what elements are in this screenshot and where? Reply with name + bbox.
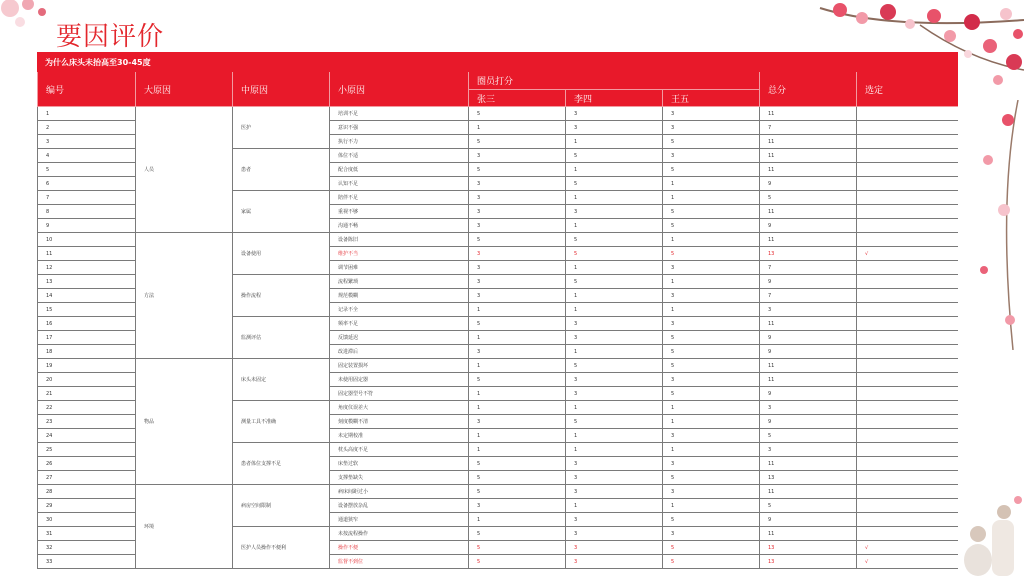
decor-blossoms-top-left bbox=[0, 0, 60, 40]
cell-score-member-1: 3 bbox=[469, 149, 566, 163]
cell-selected bbox=[857, 443, 959, 457]
cell-score-member-1: 1 bbox=[469, 401, 566, 415]
header-middle-cause: 中原因 bbox=[233, 72, 330, 107]
cell-score-member-2: 3 bbox=[566, 471, 663, 485]
cell-total: 7 bbox=[760, 289, 857, 303]
cell-score-member-1: 5 bbox=[469, 233, 566, 247]
cell-score-member-3: 5 bbox=[663, 387, 760, 401]
cell-score-member-1: 5 bbox=[469, 317, 566, 331]
cell-minor-cause: 支撑垫缺失 bbox=[330, 471, 469, 485]
cell-selected bbox=[857, 205, 959, 219]
cell-score-member-2: 1 bbox=[566, 401, 663, 415]
cell-score-member-1: 5 bbox=[469, 555, 566, 569]
cell-middle-cause: 操作流程 bbox=[233, 275, 330, 317]
header-member-1: 张三 bbox=[469, 90, 566, 107]
cell-score-member-3: 5 bbox=[663, 205, 760, 219]
cell-score-member-1: 3 bbox=[469, 191, 566, 205]
cell-minor-cause: 角度仪误差大 bbox=[330, 401, 469, 415]
cell-score-member-3: 3 bbox=[663, 317, 760, 331]
cell-score-member-2: 3 bbox=[566, 485, 663, 499]
cell-total: 5 bbox=[760, 499, 857, 513]
cell-score-member-1: 1 bbox=[469, 443, 566, 457]
cell-total: 11 bbox=[760, 163, 857, 177]
cell-minor-cause: 体位不适 bbox=[330, 149, 469, 163]
cell-total: 7 bbox=[760, 121, 857, 135]
cell-score-member-1: 3 bbox=[469, 247, 566, 261]
cell-score-member-2: 5 bbox=[566, 415, 663, 429]
table-row bbox=[38, 107, 959, 121]
cell-total: 9 bbox=[760, 415, 857, 429]
cell-score-member-3: 3 bbox=[663, 149, 760, 163]
table-caption: 为什么床头未抬高至30-45度 bbox=[38, 53, 959, 72]
cell-total: 13 bbox=[760, 471, 857, 485]
cell-selected bbox=[857, 261, 959, 275]
cell-minor-cause: 记录不全 bbox=[330, 303, 469, 317]
cell-score-member-2: 3 bbox=[566, 457, 663, 471]
cell-score-member-3: 1 bbox=[663, 415, 760, 429]
header-minor-cause: 小原因 bbox=[330, 72, 469, 107]
cell-score-member-3: 5 bbox=[663, 163, 760, 177]
cell-total: 11 bbox=[760, 527, 857, 541]
cell-score-member-1: 3 bbox=[469, 415, 566, 429]
cell-minor-cause: 固定器型号不符 bbox=[330, 387, 469, 401]
cell-total: 9 bbox=[760, 275, 857, 289]
cell-middle-cause: 医护人员操作不便利 bbox=[233, 527, 330, 569]
cell-score-member-1: 1 bbox=[469, 331, 566, 345]
cell-id: 33 bbox=[38, 555, 136, 569]
cell-minor-cause: 通道狭窄 bbox=[330, 513, 469, 527]
cell-total: 11 bbox=[760, 359, 857, 373]
cell-score-member-1: 3 bbox=[469, 177, 566, 191]
cell-selected: √ bbox=[857, 541, 959, 555]
cell-score-member-3: 3 bbox=[663, 429, 760, 443]
cell-score-member-1: 1 bbox=[469, 387, 566, 401]
cell-selected bbox=[857, 513, 959, 527]
page-title: 要因评价 bbox=[56, 22, 165, 52]
cell-score-member-1: 1 bbox=[469, 303, 566, 317]
cell-score-member-2: 3 bbox=[566, 373, 663, 387]
cell-score-member-3: 1 bbox=[663, 401, 760, 415]
header-selected: 选定 bbox=[857, 72, 959, 107]
header-major-cause: 大原因 bbox=[136, 72, 233, 107]
cell-score-member-2: 1 bbox=[566, 443, 663, 457]
cell-id: 3 bbox=[38, 135, 136, 149]
cell-score-member-2: 3 bbox=[566, 107, 663, 121]
cell-score-member-3: 5 bbox=[663, 513, 760, 527]
cell-selected bbox=[857, 303, 959, 317]
table-row bbox=[38, 233, 959, 247]
cell-id: 30 bbox=[38, 513, 136, 527]
cell-score-member-2: 5 bbox=[566, 275, 663, 289]
header-score-group: 圈员打分 bbox=[469, 72, 760, 90]
cell-minor-cause: 监督不到位 bbox=[330, 555, 469, 569]
cell-score-member-1: 1 bbox=[469, 359, 566, 373]
cell-selected bbox=[857, 471, 959, 485]
cell-total: 9 bbox=[760, 177, 857, 191]
cell-score-member-3: 1 bbox=[663, 499, 760, 513]
cell-minor-cause: 配合度低 bbox=[330, 163, 469, 177]
cell-score-member-3: 5 bbox=[663, 345, 760, 359]
cell-id: 1 bbox=[38, 107, 136, 121]
cell-selected bbox=[857, 121, 959, 135]
cell-middle-cause: 床头未固定 bbox=[233, 359, 330, 401]
cell-selected bbox=[857, 331, 959, 345]
cell-selected bbox=[857, 219, 959, 233]
cell-score-member-2: 3 bbox=[566, 205, 663, 219]
cell-score-member-1: 5 bbox=[469, 107, 566, 121]
cell-score-member-1: 5 bbox=[469, 541, 566, 555]
cell-score-member-2: 5 bbox=[566, 233, 663, 247]
cell-score-member-1: 3 bbox=[469, 205, 566, 219]
cell-id: 25 bbox=[38, 443, 136, 457]
cell-selected bbox=[857, 429, 959, 443]
cell-minor-cause: 培训不足 bbox=[330, 107, 469, 121]
cell-total: 11 bbox=[760, 373, 857, 387]
cell-selected bbox=[857, 163, 959, 177]
cell-id: 27 bbox=[38, 471, 136, 485]
cell-score-member-2: 3 bbox=[566, 527, 663, 541]
cell-score-member-2: 1 bbox=[566, 303, 663, 317]
cell-minor-cause: 反馈延迟 bbox=[330, 331, 469, 345]
cell-total: 11 bbox=[760, 233, 857, 247]
cell-id: 6 bbox=[38, 177, 136, 191]
cell-score-member-3: 3 bbox=[663, 457, 760, 471]
cell-score-member-3: 5 bbox=[663, 135, 760, 149]
decor-blossoms-right bbox=[958, 100, 1024, 350]
cell-minor-cause: 固定装置损坏 bbox=[330, 359, 469, 373]
cell-score-member-2: 3 bbox=[566, 331, 663, 345]
cell-minor-cause: 操作不便 bbox=[330, 541, 469, 555]
cell-score-member-2: 1 bbox=[566, 429, 663, 443]
cell-total: 9 bbox=[760, 513, 857, 527]
cell-middle-cause: 设备使用 bbox=[233, 233, 330, 275]
cell-minor-cause: 设备陈旧 bbox=[330, 233, 469, 247]
cell-score-member-2: 3 bbox=[566, 555, 663, 569]
cell-id: 28 bbox=[38, 485, 136, 499]
header-total: 总分 bbox=[760, 72, 857, 107]
cell-score-member-3: 1 bbox=[663, 177, 760, 191]
cell-id: 19 bbox=[38, 359, 136, 373]
cell-score-member-1: 3 bbox=[469, 289, 566, 303]
cell-selected bbox=[857, 387, 959, 401]
cell-selected bbox=[857, 233, 959, 247]
cell-score-member-3: 5 bbox=[663, 541, 760, 555]
table-row bbox=[38, 485, 959, 499]
cell-total: 9 bbox=[760, 345, 857, 359]
cell-score-member-1: 3 bbox=[469, 499, 566, 513]
cell-id: 2 bbox=[38, 121, 136, 135]
cell-selected bbox=[857, 345, 959, 359]
cell-score-member-2: 5 bbox=[566, 359, 663, 373]
cell-total: 5 bbox=[760, 429, 857, 443]
cell-id: 5 bbox=[38, 163, 136, 177]
cell-id: 32 bbox=[38, 541, 136, 555]
cell-selected bbox=[857, 177, 959, 191]
cell-score-member-3: 1 bbox=[663, 303, 760, 317]
cell-id: 9 bbox=[38, 219, 136, 233]
cell-middle-cause: 监测评估 bbox=[233, 317, 330, 359]
cell-score-member-3: 3 bbox=[663, 485, 760, 499]
cell-id: 8 bbox=[38, 205, 136, 219]
cell-score-member-3: 1 bbox=[663, 275, 760, 289]
cell-id: 14 bbox=[38, 289, 136, 303]
cell-total: 11 bbox=[760, 107, 857, 121]
cell-score-member-3: 3 bbox=[663, 289, 760, 303]
cell-minor-cause: 未定期校准 bbox=[330, 429, 469, 443]
cell-score-member-1: 5 bbox=[469, 485, 566, 499]
cell-score-member-1: 1 bbox=[469, 513, 566, 527]
cell-selected bbox=[857, 457, 959, 471]
cell-selected bbox=[857, 415, 959, 429]
cell-minor-cause: 枕头高度不足 bbox=[330, 443, 469, 457]
cell-minor-cause: 认知不足 bbox=[330, 177, 469, 191]
cell-minor-cause: 频率不足 bbox=[330, 317, 469, 331]
cell-score-member-3: 1 bbox=[663, 443, 760, 457]
cell-selected bbox=[857, 499, 959, 513]
cell-id: 18 bbox=[38, 345, 136, 359]
cell-major-cause: 环境 bbox=[136, 485, 233, 569]
cell-score-member-1: 1 bbox=[469, 121, 566, 135]
cell-id: 13 bbox=[38, 275, 136, 289]
cell-total: 5 bbox=[760, 191, 857, 205]
cell-score-member-3: 3 bbox=[663, 527, 760, 541]
cell-score-member-3: 1 bbox=[663, 191, 760, 205]
cell-score-member-3: 3 bbox=[663, 373, 760, 387]
cell-score-member-3: 5 bbox=[663, 555, 760, 569]
cell-score-member-1: 3 bbox=[469, 219, 566, 233]
cell-minor-cause: 床垫过软 bbox=[330, 457, 469, 471]
cell-selected bbox=[857, 191, 959, 205]
cell-id: 4 bbox=[38, 149, 136, 163]
cell-id: 7 bbox=[38, 191, 136, 205]
cell-minor-cause: 刻度模糊不清 bbox=[330, 415, 469, 429]
cell-id: 23 bbox=[38, 415, 136, 429]
cell-total: 9 bbox=[760, 387, 857, 401]
cell-id: 11 bbox=[38, 247, 136, 261]
cell-score-member-1: 5 bbox=[469, 163, 566, 177]
cell-score-member-2: 1 bbox=[566, 499, 663, 513]
cell-minor-cause: 未使用固定器 bbox=[330, 373, 469, 387]
cell-id: 26 bbox=[38, 457, 136, 471]
cell-minor-cause: 设备摆放杂乱 bbox=[330, 499, 469, 513]
cell-selected bbox=[857, 373, 959, 387]
header-id: 编号 bbox=[38, 72, 136, 107]
cell-minor-cause: 改进滞后 bbox=[330, 345, 469, 359]
cell-score-member-3: 5 bbox=[663, 471, 760, 485]
cell-score-member-3: 5 bbox=[663, 359, 760, 373]
cell-score-member-2: 1 bbox=[566, 219, 663, 233]
cell-total: 13 bbox=[760, 541, 857, 555]
cell-score-member-2: 1 bbox=[566, 345, 663, 359]
cell-minor-cause: 规范模糊 bbox=[330, 289, 469, 303]
cell-minor-cause: 维护不当 bbox=[330, 247, 469, 261]
cell-score-member-2: 1 bbox=[566, 135, 663, 149]
cell-id: 31 bbox=[38, 527, 136, 541]
cell-id: 24 bbox=[38, 429, 136, 443]
cell-score-member-2: 3 bbox=[566, 387, 663, 401]
cell-selected bbox=[857, 317, 959, 331]
cell-score-member-2: 3 bbox=[566, 121, 663, 135]
cell-selected bbox=[857, 275, 959, 289]
cell-total: 11 bbox=[760, 485, 857, 499]
cell-total: 11 bbox=[760, 135, 857, 149]
cell-minor-cause: 调节困难 bbox=[330, 261, 469, 275]
header-member-2: 李四 bbox=[566, 90, 663, 107]
cell-selected bbox=[857, 107, 959, 121]
cell-id: 20 bbox=[38, 373, 136, 387]
cell-score-member-2: 3 bbox=[566, 541, 663, 555]
cell-selected bbox=[857, 485, 959, 499]
cell-total: 9 bbox=[760, 219, 857, 233]
cell-selected: √ bbox=[857, 247, 959, 261]
cell-score-member-3: 3 bbox=[663, 261, 760, 275]
cell-score-member-2: 1 bbox=[566, 289, 663, 303]
cell-score-member-3: 5 bbox=[663, 331, 760, 345]
cell-minor-cause: 沟通不畅 bbox=[330, 219, 469, 233]
cell-id: 22 bbox=[38, 401, 136, 415]
cell-score-member-1: 3 bbox=[469, 261, 566, 275]
cell-total: 11 bbox=[760, 457, 857, 471]
cell-score-member-1: 5 bbox=[469, 457, 566, 471]
cell-score-member-1: 5 bbox=[469, 135, 566, 149]
cell-selected bbox=[857, 135, 959, 149]
cell-score-member-2: 3 bbox=[566, 513, 663, 527]
cell-id: 17 bbox=[38, 331, 136, 345]
cell-score-member-1: 5 bbox=[469, 527, 566, 541]
cell-total: 3 bbox=[760, 303, 857, 317]
cell-selected bbox=[857, 149, 959, 163]
cell-score-member-2: 5 bbox=[566, 177, 663, 191]
cell-minor-cause: 陪伴不足 bbox=[330, 191, 469, 205]
cell-total: 3 bbox=[760, 401, 857, 415]
cell-id: 16 bbox=[38, 317, 136, 331]
cell-total: 3 bbox=[760, 443, 857, 457]
cell-id: 12 bbox=[38, 261, 136, 275]
cell-score-member-1: 5 bbox=[469, 471, 566, 485]
cell-minor-cause: 意识不强 bbox=[330, 121, 469, 135]
table-row bbox=[38, 359, 959, 373]
cell-total: 13 bbox=[760, 247, 857, 261]
cell-score-member-1: 3 bbox=[469, 275, 566, 289]
cell-selected: √ bbox=[857, 555, 959, 569]
cell-major-cause: 方法 bbox=[136, 233, 233, 359]
cell-selected bbox=[857, 527, 959, 541]
cell-selected bbox=[857, 359, 959, 373]
cell-total: 9 bbox=[760, 331, 857, 345]
cell-total: 7 bbox=[760, 261, 857, 275]
decor-figure-bottom-right bbox=[958, 490, 1024, 576]
cell-selected bbox=[857, 289, 959, 303]
cell-score-member-1: 5 bbox=[469, 373, 566, 387]
cell-major-cause: 物品 bbox=[136, 359, 233, 485]
cell-id: 15 bbox=[38, 303, 136, 317]
cell-score-member-2: 3 bbox=[566, 317, 663, 331]
cell-minor-cause: 重视不够 bbox=[330, 205, 469, 219]
cell-total: 11 bbox=[760, 205, 857, 219]
header-member-3: 王五 bbox=[663, 90, 760, 107]
cell-score-member-3: 3 bbox=[663, 121, 760, 135]
cell-middle-cause: 家属 bbox=[233, 191, 330, 233]
cell-score-member-2: 1 bbox=[566, 261, 663, 275]
cell-score-member-3: 5 bbox=[663, 219, 760, 233]
cell-major-cause: 人员 bbox=[136, 107, 233, 233]
cell-score-member-1: 3 bbox=[469, 345, 566, 359]
cell-id: 10 bbox=[38, 233, 136, 247]
cell-middle-cause: 患者体位支撑不足 bbox=[233, 443, 330, 485]
evaluation-table bbox=[37, 52, 958, 569]
cell-score-member-2: 1 bbox=[566, 163, 663, 177]
cell-selected bbox=[857, 401, 959, 415]
cell-score-member-2: 5 bbox=[566, 149, 663, 163]
cell-score-member-3: 1 bbox=[663, 233, 760, 247]
cell-minor-cause: 病床间距过小 bbox=[330, 485, 469, 499]
cell-middle-cause: 病房空间限制 bbox=[233, 485, 330, 527]
cell-minor-cause: 流程繁琐 bbox=[330, 275, 469, 289]
cell-score-member-1: 1 bbox=[469, 429, 566, 443]
cell-middle-cause: 医护 bbox=[233, 107, 330, 149]
cell-minor-cause: 未按流程操作 bbox=[330, 527, 469, 541]
table-body bbox=[38, 107, 959, 569]
cell-middle-cause: 患者 bbox=[233, 149, 330, 191]
cell-middle-cause: 测量工具不准确 bbox=[233, 401, 330, 443]
cell-id: 21 bbox=[38, 387, 136, 401]
cell-score-member-2: 1 bbox=[566, 191, 663, 205]
cell-score-member-3: 5 bbox=[663, 247, 760, 261]
cell-id: 29 bbox=[38, 499, 136, 513]
evaluation-table-container bbox=[37, 52, 958, 576]
cell-total: 11 bbox=[760, 149, 857, 163]
cell-minor-cause: 执行不力 bbox=[330, 135, 469, 149]
cell-total: 13 bbox=[760, 555, 857, 569]
cell-score-member-3: 3 bbox=[663, 107, 760, 121]
cell-score-member-2: 5 bbox=[566, 247, 663, 261]
cell-total: 11 bbox=[760, 317, 857, 331]
